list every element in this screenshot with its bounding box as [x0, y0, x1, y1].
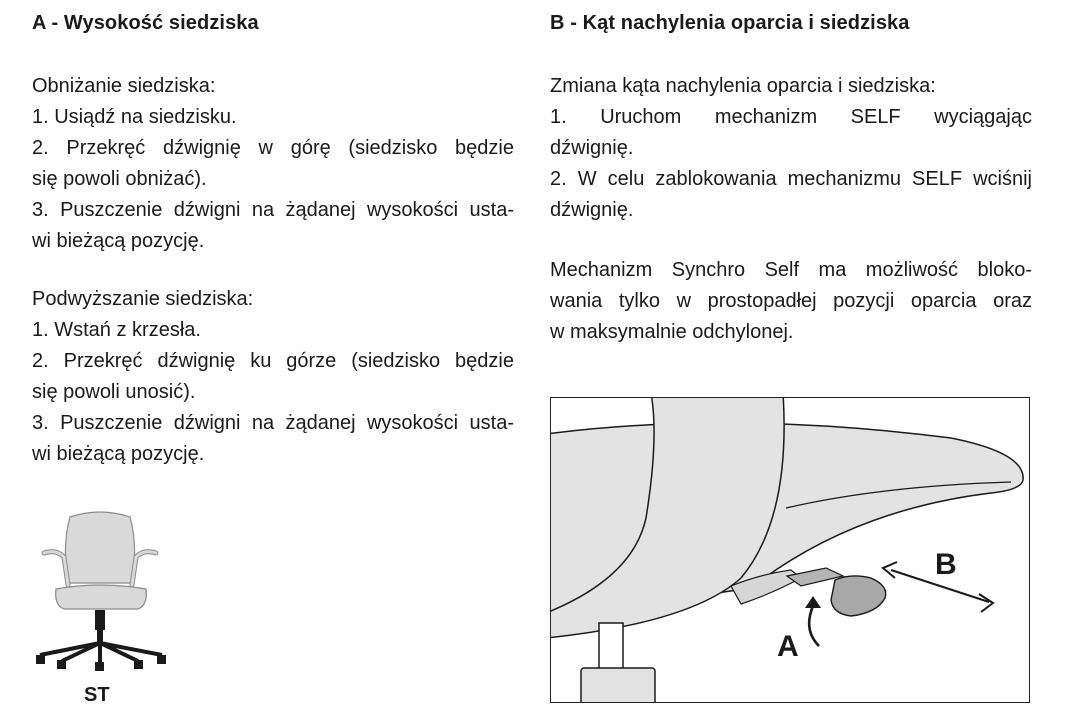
raise-step-3: 3. Puszczenie dźwigni na żądanej wysokości usta-	[32, 412, 514, 434]
raise-step-2: 2. Przekręć dźwignię ku górze (siedzisko będzie	[32, 350, 514, 372]
tilt-step-2-cont: dźwignię.	[550, 199, 634, 221]
mechanism-figure	[550, 397, 1030, 703]
tilt-step-1: 1. Uruchom mechanizm SELF wyciągając	[550, 106, 1032, 128]
lower-heading: Obniżanie siedziska:	[32, 75, 216, 97]
label-b: B	[935, 548, 957, 581]
lower-step-3: 3. Puszczenie dźwigni na żądanej wysokości usta-	[32, 199, 514, 221]
raise-step-3-cont: wi bieżącą pozycję.	[32, 443, 205, 465]
lower-step-3-cont: wi bieżącą pozycję.	[32, 230, 205, 252]
chair-caption: ST	[84, 684, 110, 706]
raise-step-1: 1. Wstań z krzesła.	[32, 319, 201, 341]
lower-step-1: 1. Usiądź na siedzisku.	[32, 106, 237, 128]
raise-instructions	[32, 284, 514, 470]
lower-step-2: 2. Przekręć dźwignię w górę (siedzisko będzie	[32, 137, 514, 159]
raise-step-2-cont: się powoli unosić).	[32, 381, 196, 403]
tilt-instructions	[550, 71, 1032, 226]
note-line-3: w maksymalnie odchylonej.	[550, 321, 794, 343]
label-a: A	[777, 630, 799, 663]
mechanism-note	[550, 255, 1032, 348]
raise-heading: Podwyższanie siedziska:	[32, 288, 254, 310]
note-line-2: wania tylko w prostopadłej pozycji oparcia oraz	[550, 290, 1032, 312]
chair-illustration	[34, 505, 174, 677]
lower-step-2-cont: się powoli obniżać).	[32, 168, 207, 190]
mechanism-drawing	[551, 398, 1029, 702]
tilt-heading: Zmiana kąta nachylenia oparcia i siedziska:	[550, 75, 936, 97]
section-a-title: A - Wysokość siedziska	[32, 12, 259, 34]
lower-instructions	[32, 71, 514, 257]
tilt-step-2: 2. W celu zablokowania mechanizmu SELF wciśnij	[550, 168, 1032, 190]
section-b-title: B - Kąt nachylenia oparcia i siedziska	[550, 12, 910, 34]
tilt-step-1-cont: dźwignię.	[550, 137, 634, 159]
note-line-1: Mechanizm Synchro Self ma możliwość bloko-	[550, 259, 1032, 281]
